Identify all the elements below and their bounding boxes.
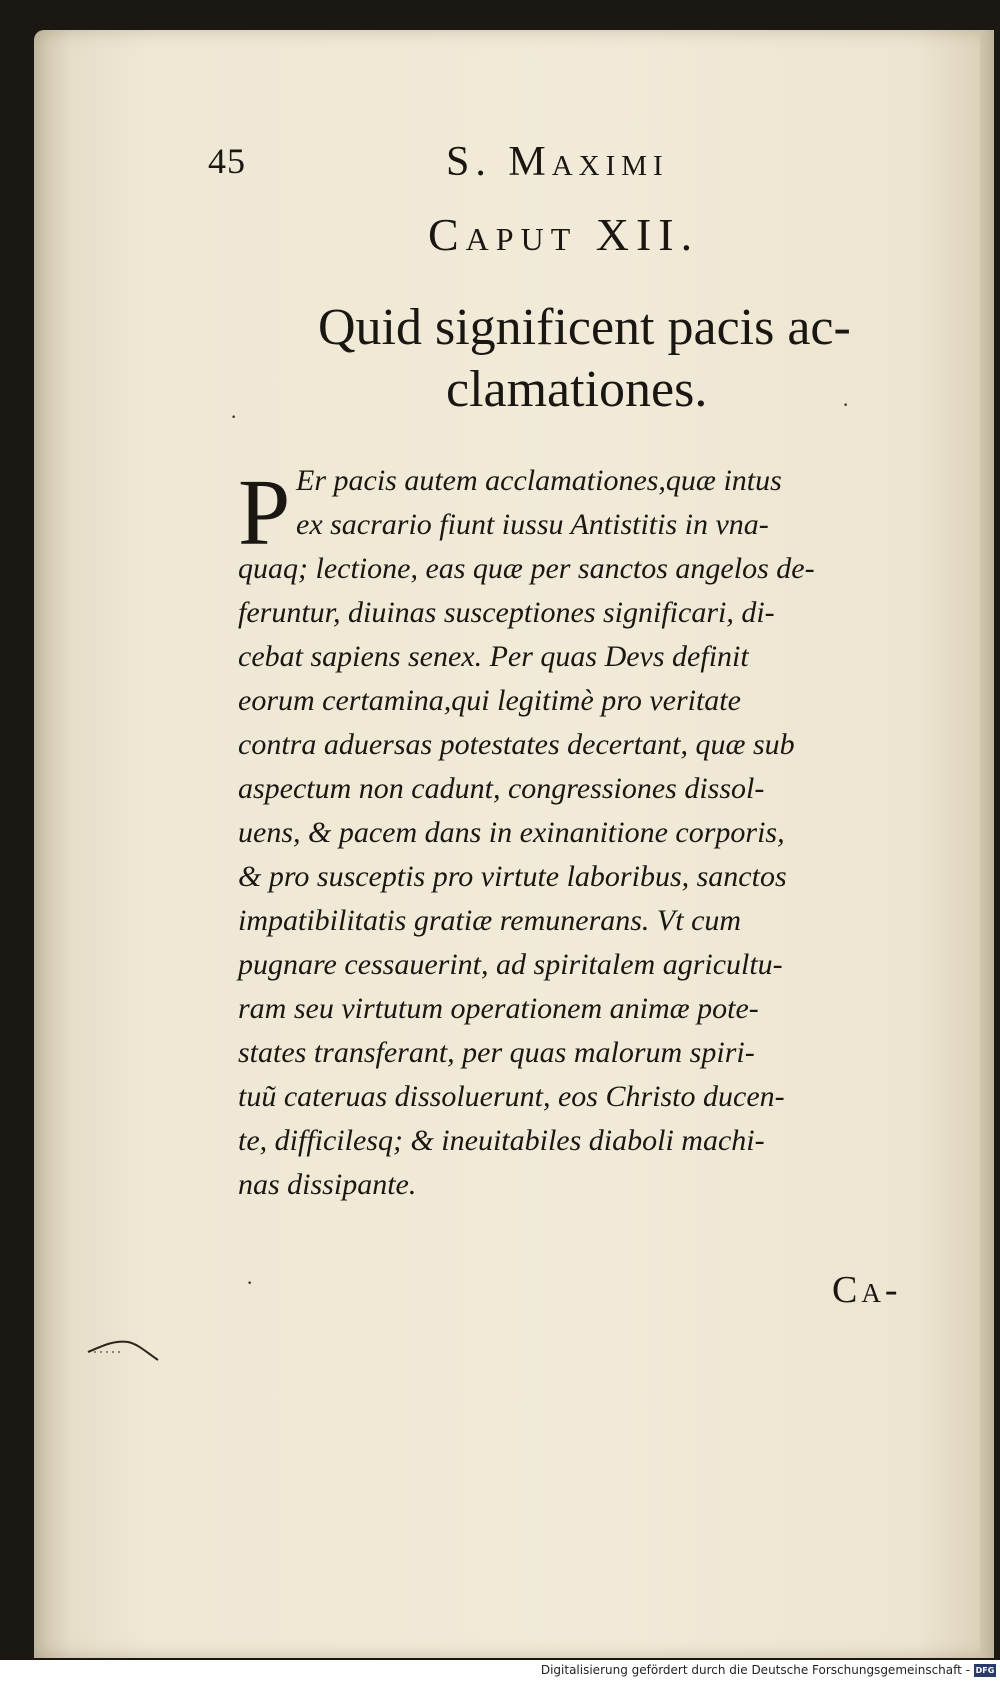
digitization-footer <box>0 1660 1000 1686</box>
margin-pen-stroke <box>84 1330 164 1370</box>
drop-cap: P <box>238 461 291 565</box>
ink-speck: · <box>842 392 850 417</box>
text-line: impatibilitatis gratiæ remunerans. Vt cum <box>238 904 742 937</box>
page-number: 45 <box>208 141 246 181</box>
ink-speck: · <box>246 1270 254 1295</box>
text-line: tuũ cateruas dissoluerunt, eos Christo ducen- <box>238 1080 785 1113</box>
text-line: states transferant, per quas malorum spiri- <box>238 1036 755 1069</box>
chapter-heading-line-2: clamationes. <box>446 361 708 418</box>
text-line: quaq; lectione, eas quæ per sanctos angelos de- <box>238 552 815 585</box>
text-line: contra aduersas potestates decertant, quæ sub <box>238 728 795 761</box>
catchword: Ca- <box>832 1269 902 1311</box>
text-line: te, difficilesq; & ineuitabiles diaboli machi- <box>238 1124 765 1157</box>
text-line: ex sacrario fiunt iussu Antistitis in vna- <box>296 508 769 541</box>
text-line: nas dissipante. <box>238 1168 417 1201</box>
chapter-heading-line-1: Quid significent pacis ac- <box>318 299 851 356</box>
text-line: cebat sapiens senex. Per quas Devs definit <box>238 640 749 673</box>
footer-credit: Digitalisierung gefördert durch die Deutsche Forschungsgemeinschaft - <box>540 1663 970 1677</box>
text-line: Er pacis autem acclamationes,quæ intus <box>296 464 782 497</box>
dfg-logo: DFG <box>975 1666 995 1675</box>
text-line: aspectum non cadunt, congressiones dissol- <box>238 772 765 805</box>
text-line: ram seu virtutum operationem animæ pote- <box>238 992 759 1025</box>
text-line: pugnare cessauerint, ad spiritalem agricultu- <box>238 948 783 981</box>
ink-speck: · <box>230 404 238 429</box>
chapter-title: Caput XII. <box>428 209 700 260</box>
running-head: S. Maximi <box>446 139 669 185</box>
page-edge <box>980 30 994 1658</box>
text-line: feruntur, diuinas susceptiones significari, di- <box>238 596 775 629</box>
text-line: eorum certamina,qui legitimè pro veritate <box>238 684 741 717</box>
text-line: & pro susceptis pro virtute laboribus, sanctos <box>238 860 787 893</box>
text-line: uens, & pacem dans in exinanitione corporis, <box>238 816 785 849</box>
